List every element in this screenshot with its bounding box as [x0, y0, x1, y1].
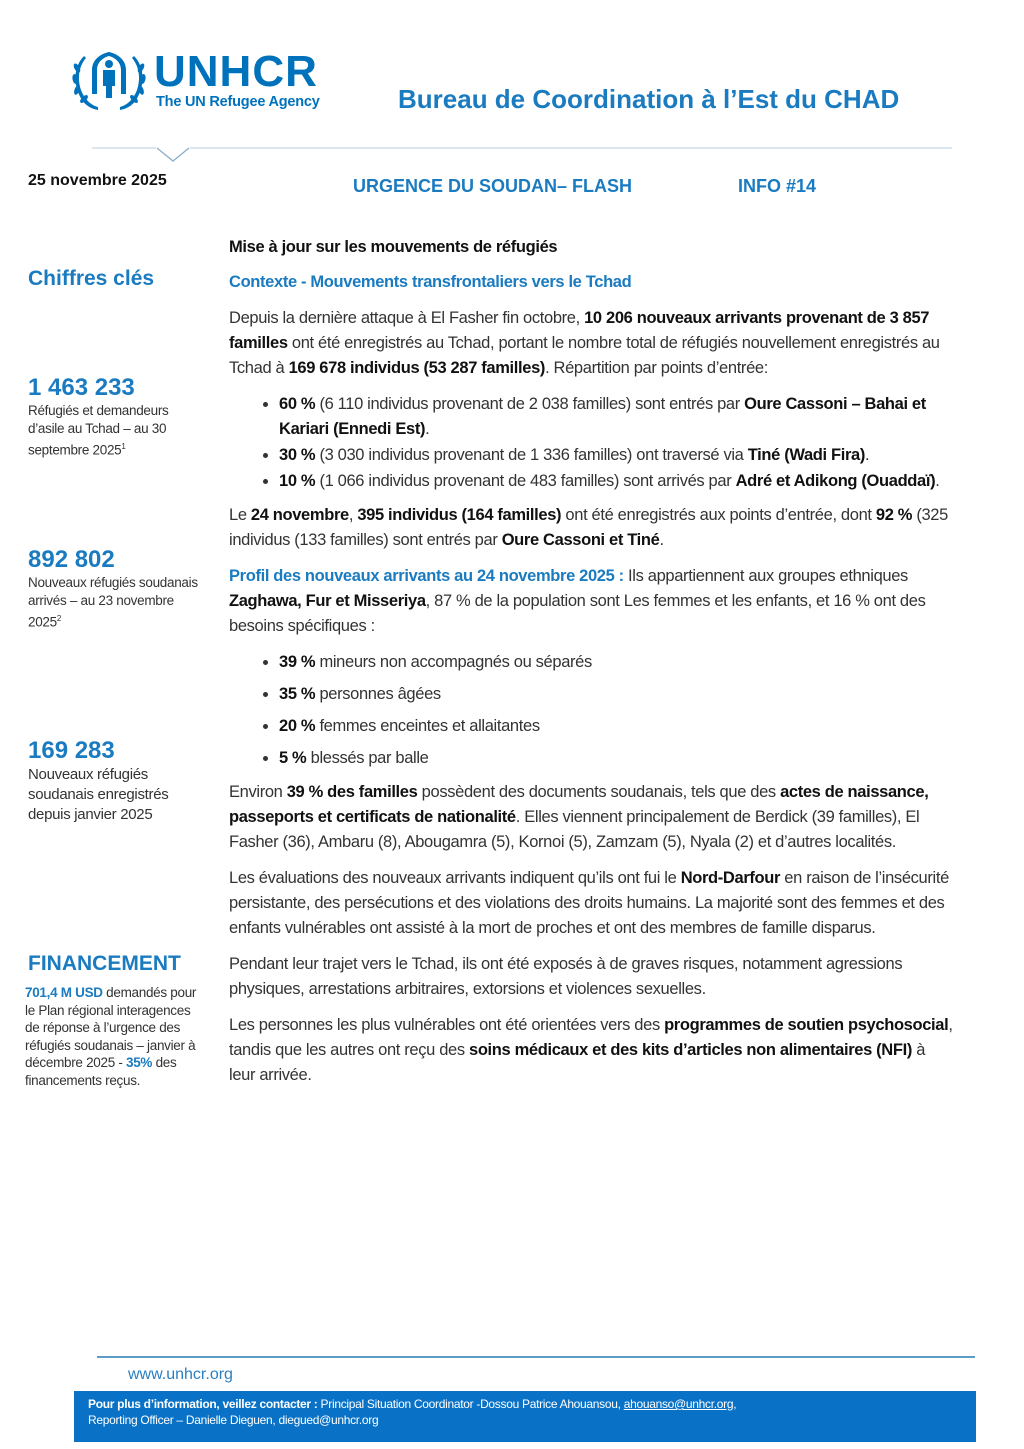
contact-label: Pour plus d’information, veillez contacter : — [88, 1397, 318, 1411]
paragraph-profile: Profil des nouveaux arrivants au 24 novembre 2025 : Ils appartiennent aux groupes ethniques Zaghawa, Fur et Misseriya, 87 % de la population sont Les femmes et les enfants, et 16 % ont des besoins spécifiques : — [229, 567, 926, 635]
report-date: 25 novembre 2025 — [28, 172, 167, 189]
funding-heading: FINANCEMENT — [28, 952, 181, 975]
specific-needs-list — [229, 650, 954, 771]
contact-text: Pour plus d’information, veillez contacter : Principal Situation Coordinator -Dossou Patrice Ahouansou, ahouanso@unhcr.org, Reporting Officer – Danielle Dieguen, diegued@unhcr.org — [88, 1397, 737, 1427]
funding-percent: 35% — [126, 1055, 153, 1070]
key-figure — [28, 737, 208, 825]
logo-tagline: The UN Refugee Agency — [156, 94, 320, 110]
list-item: • 5 % blessés par balle — [279, 746, 954, 771]
footnote-marker: 1 — [121, 442, 126, 451]
paragraph-journey-risks: Pendant leur trajet vers le Tchad, ils ont été exposés à de graves risques, notamment agressions physiques, arrestations arbitraires, extorsions et violences sexuelles. — [229, 955, 903, 998]
chevron-down-icon — [156, 145, 190, 163]
contact-email-link[interactable]: ahouanso@unhcr.org — [623, 1397, 734, 1411]
update-heading: Mise à jour sur les mouvements de réfugiés — [229, 238, 558, 256]
footer-divider — [97, 1356, 975, 1358]
key-figure — [28, 546, 208, 632]
unhcr-emblem-icon — [70, 48, 148, 112]
contact-bar — [74, 1391, 976, 1442]
unhcr-logo — [70, 48, 345, 114]
list-item: • 39 % mineurs non accompagnés ou séparés — [279, 650, 954, 675]
key-figure-number: 169 283 — [28, 737, 115, 764]
paragraph-documents: Environ 39 % des familles possèdent des documents soudanais, tels que des actes de naissance, passeports et certificats de nationalité. Elles viennent principalement de Berdick (39 familles), El Fasher (36), Ambaru (8), Abougamra (5), Kornoi (5), Zamzam (5), Nyala (2) et d’autres localités. — [229, 783, 929, 851]
logo-wordmark: UNHCR — [154, 47, 318, 96]
context-heading: Contexte - Mouvements transfrontaliers vers le Tchad — [229, 273, 632, 291]
profile-heading: Profil des nouveaux arrivants au 24 novembre 2025 : — [229, 567, 624, 585]
flash-info-number: INFO #14 — [738, 176, 817, 196]
funding-text: 701,4 M USD demandés pour le Plan régional interagences de réponse à l’urgence des réfugiés soudanais – janvier à décembre 2025 - 35% des financements reçus. — [25, 985, 197, 1088]
paragraph-context: Depuis la dernière attaque à El Fasher fin octobre, 10 206 nouveaux arrivants provenant de 3 857 familles ont été enregistrés au Tchad, portant le nombre total de réfugiés nouvellement enregistrés au Tchad à 169 678 individus (53 287 familles). Répartition par points d’entrée: — [229, 309, 940, 377]
list-item: • 20 % femmes enceintes et allaitantes — [279, 714, 954, 739]
list-item: • 60 % (6 110 individus provenant de 2 038 familles) sont entrés par Oure Cassoni – Bahai et Kariari (Ennedi Est). — [279, 392, 954, 442]
paragraph-assessments: Les évaluations des nouveaux arrivants indiquent qu’ils ont fui le Nord-Darfour en raison de l’insécurité persistante, des persécutions et des violations des droits humains. La majorité sont des femmes et des enfants vulnérables ont assisté à la mort de proches et ont des membres de famille disparus. — [229, 869, 949, 937]
funding-amount: 701,4 M USD — [25, 985, 103, 1000]
key-figure-number: 892 802 — [28, 546, 115, 573]
list-item: • 30 % (3 030 individus provenant de 1 336 familles) ont traversé via Tiné (Wadi Fira). — [279, 443, 954, 468]
flash-title: URGENCE DU SOUDAN– FLASH — [353, 176, 633, 196]
office-title: Bureau de Coordination à l’Est du CHAD — [398, 84, 900, 114]
entry-points-list — [229, 392, 954, 494]
key-figure-description: Nouveaux réfugiés soudanais arrivés – au 23 novembre 2025$^2$ — [28, 575, 198, 630]
key-figures-heading: Chiffres clés — [28, 267, 155, 290]
key-figure-description: Nouveaux réfugiés soudanais enregistrés depuis janvier 2025 — [28, 766, 169, 823]
footnote-marker: 2 — [56, 614, 61, 623]
paragraph-24-november: Le 24 novembre, 395 individus (164 familles) ont été enregistrés aux points d’entrée, dont 92 % (325 individus (133 familles) sont entrés par Oure Cassoni et Tiné. — [229, 506, 948, 549]
website-link[interactable]: www.unhcr.org — [128, 1366, 233, 1383]
key-figure-description: Réfugiés et demandeurs d’asile au Tchad – au 30 septembre 2025$^1$ — [28, 403, 169, 458]
list-item: • 10 % (1 066 individus provenant de 483 familles) sont arrivés par Adré et Adikong (Ouaddaï). — [279, 469, 954, 494]
reporting-officer-contact: Reporting Officer – Danielle Dieguen, diegued@unhcr.org — [88, 1412, 379, 1427]
main-content — [229, 235, 954, 1099]
key-figure — [28, 374, 208, 460]
list-item: • 35 % personnes âgées — [279, 682, 954, 707]
key-figure-number: 1 463 233 — [28, 374, 135, 401]
paragraph-response: Les personnes les plus vulnérables ont été orientées vers des programmes de soutien psychosocial, tandis que les autres ont reçu des soins médicaux et des kits d’articles non alimentaires (NFI) à leur arrivée. — [229, 1016, 953, 1084]
header-divider — [92, 147, 952, 149]
